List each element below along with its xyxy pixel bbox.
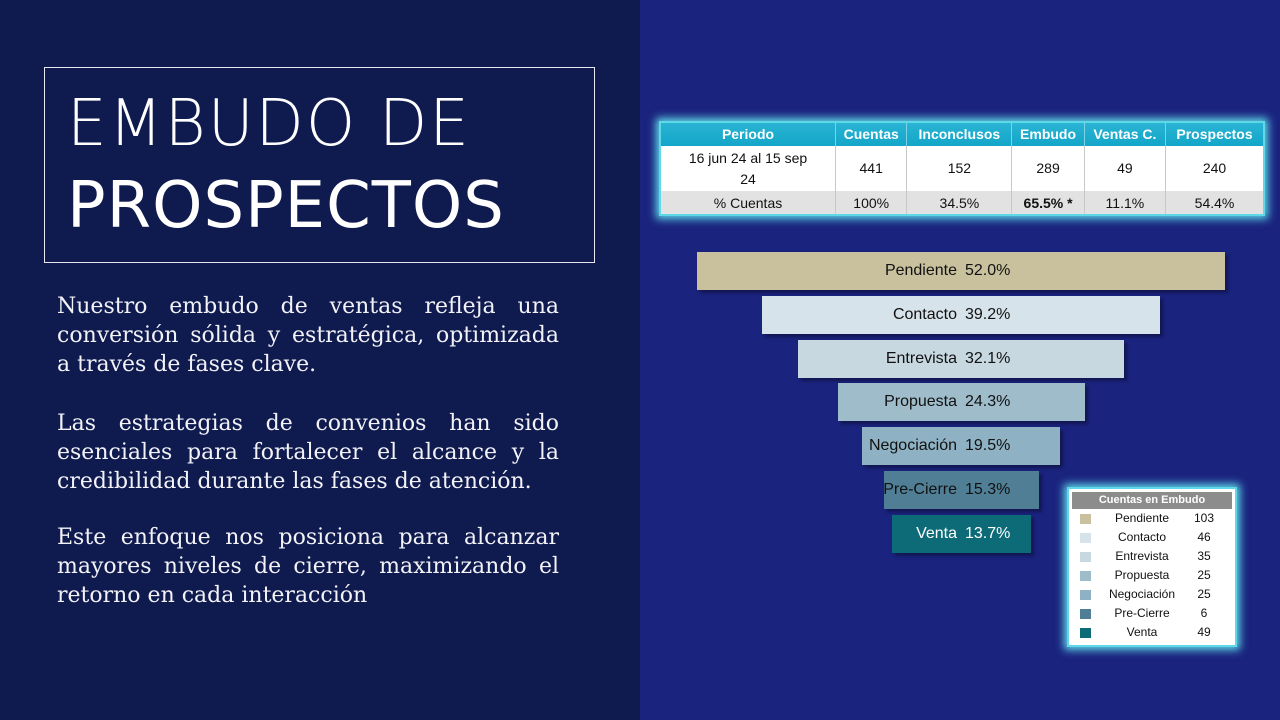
legend-count: 46 — [1197, 530, 1211, 544]
pct-prospectos: 54.4% — [1166, 191, 1263, 214]
legend-name: Propuesta — [1114, 568, 1170, 582]
legend-swatch — [1080, 628, 1091, 638]
legend-swatch — [1080, 609, 1091, 619]
legend-name: Contacto — [1117, 530, 1167, 544]
legend-name: Entrevista — [1115, 549, 1169, 563]
header-prospectos: Prospectos — [1166, 123, 1263, 146]
legend-row — [1072, 547, 1232, 566]
funnel-value-negociacion: 19.5% — [965, 437, 1011, 454]
funnel-value-propuesta: 24.3% — [965, 393, 1011, 410]
funnel-label-pre-cierre: Pre-Cierre — [883, 481, 957, 498]
legend-swatch — [1080, 571, 1091, 581]
cell-cuentas: 441 — [836, 146, 907, 192]
paragraph-3: Este enfoque nos posiciona para alcanzar mayores niveles de cierre, maximizando el retorno en cada interacción — [57, 525, 559, 608]
legend-title: Cuentas en Embudo — [1072, 492, 1232, 509]
legend-row — [1072, 623, 1232, 642]
funnel-value-pendiente: 52.0% — [965, 262, 1011, 279]
cell-embudo: 289 — [1012, 146, 1084, 192]
pct-label: % Cuentas — [661, 191, 836, 214]
legend-name: Pendiente — [1114, 511, 1170, 525]
legend-name: Pre-Cierre — [1114, 606, 1170, 620]
funnel-value-entrevista: 32.1% — [965, 350, 1011, 367]
summary-table — [659, 121, 1265, 216]
legend-swatch — [1080, 552, 1091, 562]
funnel-label-contacto: Contacto — [892, 306, 957, 323]
pct-inconclusos: 34.5% — [907, 191, 1012, 214]
paragraph-2: Las estrategias de convenios han sido esenciales para fortalecer el alcance y la credibilidad durante las fases de atención. — [57, 411, 559, 494]
header-ventas: Ventas C. — [1084, 123, 1165, 146]
funnel-value-pre-cierre: 15.3% — [965, 481, 1011, 498]
legend-swatch — [1080, 590, 1091, 600]
legend-count: 103 — [1193, 511, 1215, 525]
summary-header-row — [661, 123, 1263, 146]
legend-row — [1072, 585, 1232, 604]
header-embudo: Embudo — [1012, 123, 1084, 146]
cell-prospectos: 240 — [1202, 160, 1227, 176]
legend-swatch — [1080, 514, 1091, 524]
pct-ventas: 11.1% — [1084, 191, 1165, 214]
legend-row — [1072, 528, 1232, 547]
legend-count: 25 — [1197, 568, 1211, 582]
title-box — [44, 67, 595, 263]
legend-name: Venta — [1126, 625, 1158, 639]
funnel-legend — [1067, 487, 1237, 647]
legend-row — [1072, 566, 1232, 585]
legend-count: 25 — [1197, 587, 1211, 601]
cell-inconclusos: 152 — [907, 146, 1012, 192]
funnel-label-venta: Venta — [916, 525, 957, 542]
cell-ventas: 49 — [1084, 146, 1165, 192]
title-line-2: PROSPECTOS — [67, 169, 505, 243]
legend-count: 6 — [1200, 606, 1208, 620]
funnel-value-contacto: 39.2% — [965, 306, 1011, 323]
paragraph-1: Nuestro embudo de ventas refleja una conversión sólida y estratégica, optimizada a través de fases clave. — [57, 294, 559, 377]
cell-periodo: 16 jun 24 al 15 sep 24 — [661, 146, 836, 192]
title-line-1: EMBUDO DE — [67, 87, 471, 161]
legend-row — [1072, 509, 1232, 528]
header-periodo: Periodo — [661, 123, 836, 146]
funnel-label-propuesta: Propuesta — [884, 393, 957, 410]
legend-count: 35 — [1197, 549, 1211, 563]
header-cuentas: Cuentas — [836, 123, 907, 146]
legend-row — [1072, 604, 1232, 623]
header-inconclusos: Inconclusos — [907, 123, 1012, 146]
legend-count: 49 — [1197, 625, 1211, 639]
legend-name: Negociación — [1108, 587, 1176, 601]
funnel-label-negociacion: Negociación — [868, 437, 957, 454]
summary-values-row — [661, 146, 1263, 192]
pct-embudo: 65.5% * — [1012, 191, 1084, 214]
summary-pct-row — [661, 191, 1263, 214]
funnel-value-venta: 13.7% — [965, 525, 1011, 542]
pct-cuentas: 100% — [836, 191, 907, 214]
legend-swatch — [1080, 533, 1091, 543]
funnel-label-pendiente: Pendiente — [884, 262, 957, 279]
funnel-label-entrevista: Entrevista — [885, 350, 957, 367]
